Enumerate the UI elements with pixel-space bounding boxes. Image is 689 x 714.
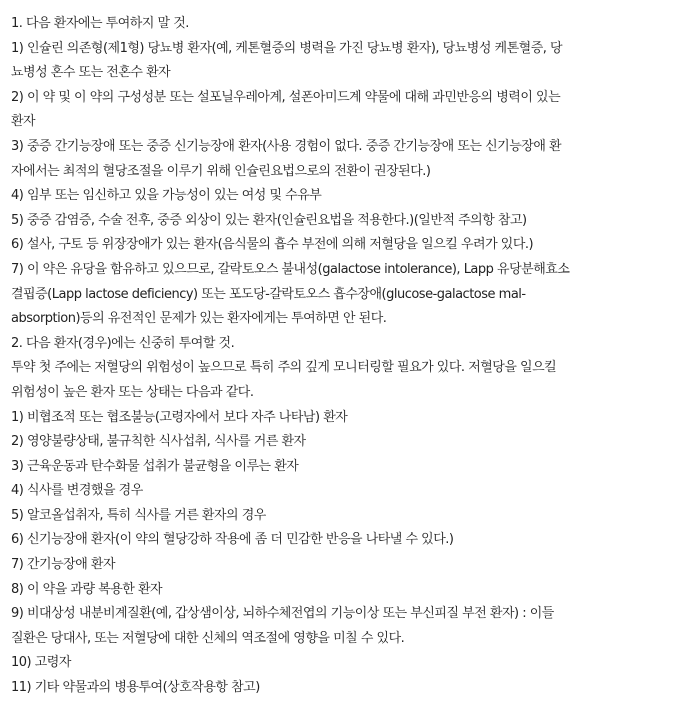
text-line: 2) 영양불량상태, 불규칙한 식사섭취, 식사를 거른 환자 [11, 434, 306, 450]
text-line: 1. 다음 환자에는 투여하지 말 것. [11, 16, 189, 31]
text-line: 3) 근육운동과 탄수화물 섭취가 불균형을 이루는 환자 [11, 458, 299, 474]
text-line: 4) 식사를 변경했을 경우 [11, 483, 143, 499]
text-line: 6) 설사, 구토 등 위장장애가 있는 환자(음식물의 흡수 부전에 의해 저혈당을 일으킬 우려가 있다.) [11, 237, 534, 253]
text-line: 위험성이 높은 환자 또는 상태는 다음과 같다. [11, 384, 254, 400]
text-line: 질환은 당대사, 또는 저혈당에 대한 신체의 역조절에 영향을 미칠 수 있다. [11, 630, 405, 646]
text-line: 자에서는 최적의 혈당조절을 이루기 위해 인슐린요법으로의 전환이 권장된다.) [11, 163, 431, 179]
text-line: 9) 비대상성 내분비계질환(예, 갑상샘이상, 뇌하수체전엽의 기능이상 또는 부신피질 부전 환자) : 이들 [11, 606, 554, 622]
text-line: 5) 중증 감염증, 수술 전후, 중증 외상이 있는 환자(인슐린요법을 적용한다.)(일반적 주의항 참고) [11, 212, 527, 228]
text-line: 뇨병성 혼수 또는 전혼수 환자 [11, 65, 171, 81]
text-line: 3) 중증 간기능장애 또는 중증 신기능장애 환자(사용 경험이 없다. 중증 간기능장애 또는 신기능장애 환 [11, 138, 562, 154]
text-line: 11) 기타 약물과의 병용투여(상호작용항 참고) [11, 680, 260, 696]
text-line: 7) 간기능장애 환자 [11, 557, 116, 573]
text-line: 6) 신기능장애 환자(이 약의 혈당강하 작용에 좀 더 민감한 반응을 나타낼 수 있다.) [11, 532, 454, 548]
text-line: 투약 첫 주에는 저혈당의 위험성이 높으므로 특히 주의 깊게 모니터링할 필요가 있다. 저혈당을 일으킬 [11, 360, 557, 376]
text-line: 5) 알코올섭취자, 특히 식사를 거른 환자의 경우 [11, 507, 266, 523]
text-line: 7) 이 약은 유당을 함유하고 있으므로, 갈락토오스 불내성(galactose intolerance), Lapp 유당분해효소 [11, 261, 570, 277]
text-line: 2. 다음 환자(경우)에는 신중히 투여할 것. [11, 335, 235, 351]
text-line: 1) 비협조적 또는 협조불능(고령자에서 보다 자주 나타남) 환자 [11, 409, 348, 425]
text-line: 결핍증(Lapp lactose deficiency) 또는 포도당-갈락토오스 흡수장애(glucose-galactose mal- [11, 286, 526, 302]
text-line: 4) 임부 또는 임신하고 있을 가능성이 있는 여성 및 수유부 [11, 188, 322, 204]
text-line: 환자 [11, 114, 36, 130]
text-line: 10) 고령자 [11, 655, 71, 671]
text-line: 1) 인슐린 의존형(제1형) 당뇨병 환자(예, 케톤혈증의 병력을 가진 당뇨병 환자), 당뇨병성 케톤혈증, 당 [11, 40, 563, 56]
text-line: 8) 이 약을 과량 복용한 환자 [11, 581, 163, 597]
text-line: absorption)등의 유전적인 문제가 있는 환자에게는 투여하면 안 된다. [11, 311, 387, 327]
text-line: 2) 이 약 및 이 약의 구성성분 또는 설포닐우레아계, 설폰아미드계 약물에 대해 과민반응의 병력이 있는 [11, 89, 561, 105]
